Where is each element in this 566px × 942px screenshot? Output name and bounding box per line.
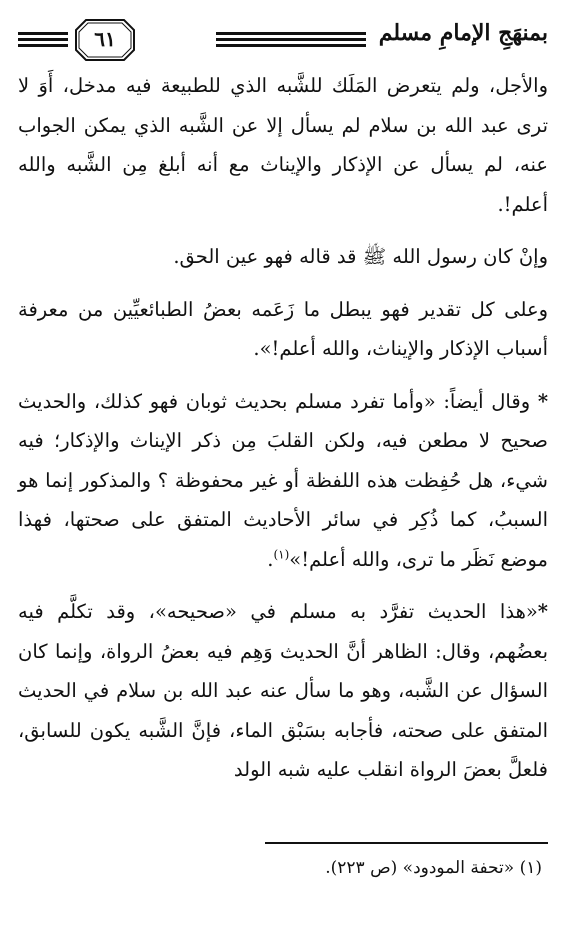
footnote-divider [265,842,548,844]
body-text [18,66,548,790]
page-number: ٦١ [94,27,116,51]
page-header [18,0,548,62]
footnote: (١) «تحفة المودود» (ص ٢٢٣). [325,858,542,878]
paragraph-4: * وقال أيضاً: «وأما تفرد مسلم بحديث ثوبان فهو كذلك، والحديث صحيح لا مطعن فيه، ولكن القلبَ مِن ذكر الإيناث والإذكار؛ فيه شيء، هل حُفِظت هذه اللفظة أو غير محفوظة ؟ والمذكور إنما هو السببُ، كما ذُكِر في سائر الأحاديث المتفق على صحتها، فهذا موضع نَظَر ما ترى، والله أعلم!»$^{(١)}$. [18,389,549,571]
paragraph-5-text: «هذا الحديث تفرَّد به مسلم في «صحيحه»، وقد تكلَّم فيه بعضُهم، وقال: الظاهر أنَّ الحديث وَهِم فيه بعضُ الرواة، وإنما كان السؤال عن الشَّبه، وهو ما سأل عنه عبد الله بن سلام في الحديث المتفق على صحته، فأجابه بسَبْق الماء، فإنَّ الشَّبه يكون للسابق، فلعلَّ بعضَ الرواة انقلب عليه شبه الولد [18,600,548,781]
section-star-marker: * [537,600,548,623]
header-rule-right [216,32,366,48]
paragraph-3: وعلى كل تقدير فهو يبطل ما زَعَمه بعضُ الطبائعيِّين من معرفة أسباب الإذكار والإيناث، والله أعلم!». [18,297,548,360]
page-number-ornament [74,18,136,62]
footnote-reference: (١) [273,547,290,561]
header-rule-left [18,32,68,48]
paragraph-5 [18,592,548,790]
paragraph-2: وإنْ كان رسول الله ﷺ قد قاله فهو عين الحق. [173,245,548,268]
running-title: بمنهَجِ الإمامِ مسلم [378,20,548,46]
section-star-marker: * [537,389,549,413]
paragraph-1: والأجل، ولم يتعرض المَلَك للشَّبه الذي للطبيعة فيه مدخل، أَوَ لا ترى عبد الله بن سلام لم يسأل إلا عن الشَّبه الذي يمكن الجواب عنه، لم يسأل عن الإذكار والإيناث مع أنه أبلغ مِن الشَّبه والله أعلم!. [18,74,548,216]
paragraph-4-text: وقال أيضاً: «وأما تفرد مسلم بحديث ثوبان فهو كذلك، والحديث صحيح لا مطعن فيه، ولكن القلبَ مِن ذكر الإيناث والإذكار؛ فيه شيء، هل حُفِظت هذه اللفظة أو غير محفوظة ؟ والمذكور إنما هو السببُ، كما ذُكِر في سائر الأحاديث المتفق على صحتها، فهذا موضع نَظَر ما ترى، والله أعلم!» [18,389,548,571]
